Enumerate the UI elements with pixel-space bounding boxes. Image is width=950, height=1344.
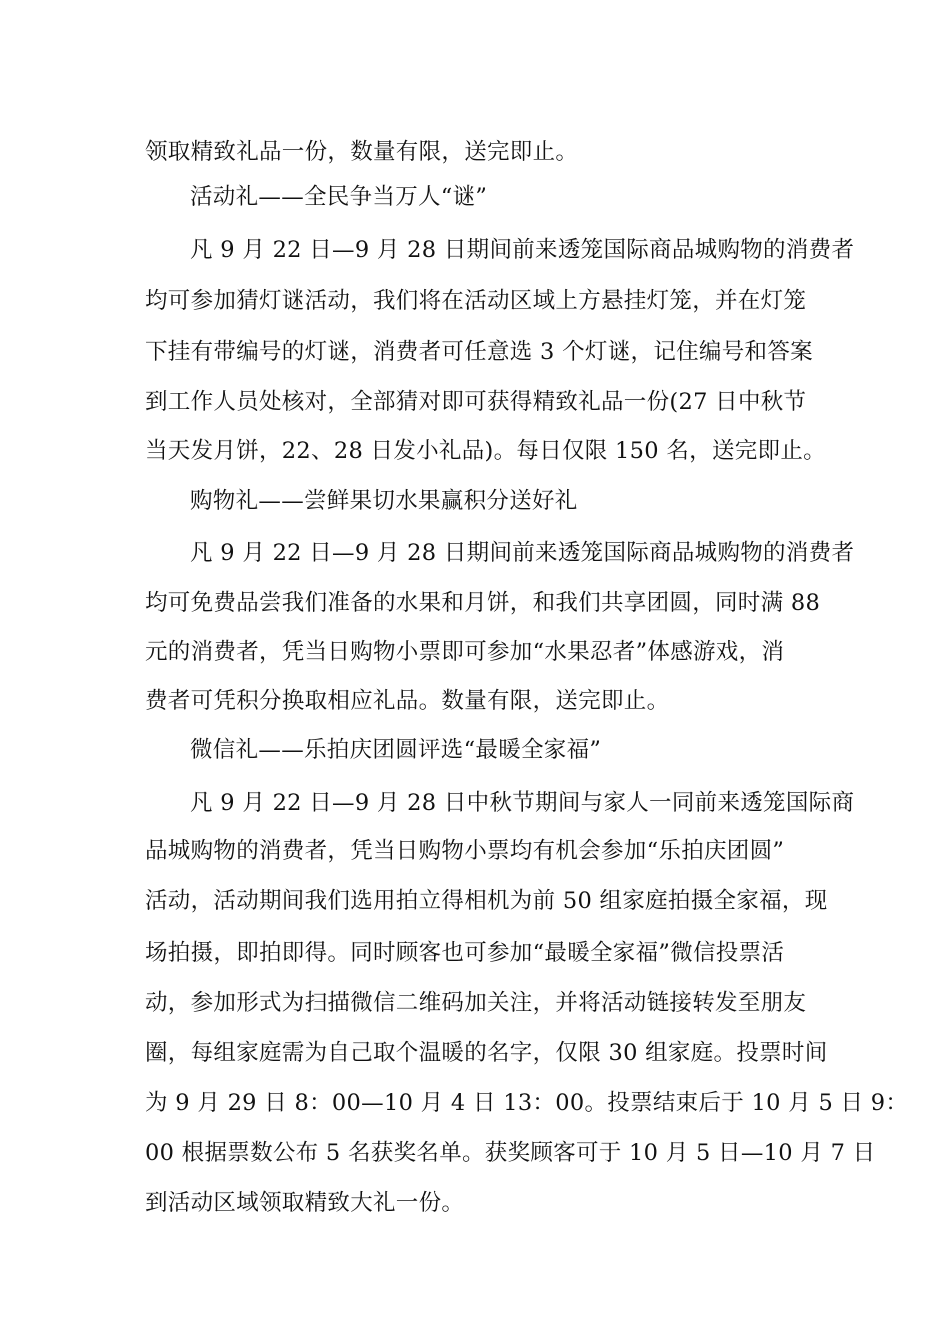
text-line: 到工作人员处核对，全部猜对即可获得精致礼品一份(27 日中秋节 (145, 389, 807, 415)
text-line: 下挂有带编号的灯谜，消费者可任意选 3 个灯谜，记住编号和答案 (145, 339, 813, 365)
text-line: 为 9 月 29 日 8：00—10 月 4 日 13：00。投票结束后于 10 月 5 日 9： (145, 1090, 909, 1116)
section-heading-wechat-gift: 微信礼——乐拍庆团圆评选“最暖全家福” (190, 737, 602, 763)
text-line: 领取精致礼品一份，数量有限，送完即止。 (145, 139, 579, 165)
text-line: 费者可凭积分换取相应礼品。数量有限，送完即止。 (145, 688, 670, 714)
text-line: 当天发月饼，22、28 日发小礼品)。每日仅限 150 名，送完即止。 (145, 438, 826, 464)
text-line: 凡 9 月 22 日—9 月 28 日中秋节期间与家人一同前来透笼国际商 (190, 790, 855, 816)
section-heading-activity-gift: 活动礼——全民争当万人“谜” (190, 184, 488, 210)
text-line: 品城购物的消费者，凭当日购物小票均有机会参加“乐拍庆团圆” (145, 838, 785, 864)
text-line: 元的消费者，凭当日购物小票即可参加“水果忍者”体感游戏，消 (145, 639, 785, 665)
text-line: 均可免费品尝我们准备的水果和月饼，和我们共享团圆，同时满 88 (145, 590, 821, 616)
text-line: 均可参加猜灯谜活动，我们将在活动区域上方悬挂灯笼，并在灯笼 (145, 288, 807, 314)
text-line: 凡 9 月 22 日—9 月 28 日期间前来透笼国际商品城购物的消费者 (190, 540, 855, 566)
section-heading-shopping-gift: 购物礼——尝鲜果切水果赢积分送好礼 (190, 488, 578, 514)
text-line: 凡 9 月 22 日—9 月 28 日期间前来透笼国际商品城购物的消费者 (190, 237, 855, 263)
text-line: 活动，活动期间我们选用拍立得相机为前 50 组家庭拍摄全家福，现 (145, 888, 828, 914)
text-line: 00 根据票数公布 5 名获奖名单。获奖顾客可于 10 月 5 日—10 月 7 日 (145, 1140, 876, 1166)
text-line: 动，参加形式为扫描微信二维码加关注，并将活动链接转发至朋友 (145, 990, 807, 1016)
text-line: 场拍摄，即拍即得。同时顾客也可参加“最暖全家福”微信投票活 (145, 940, 785, 966)
text-line: 到活动区域领取精致大礼一份。 (145, 1190, 465, 1216)
text-line: 圈，每组家庭需为自己取个温暖的名字，仅限 30 组家庭。投票时间 (145, 1040, 828, 1066)
